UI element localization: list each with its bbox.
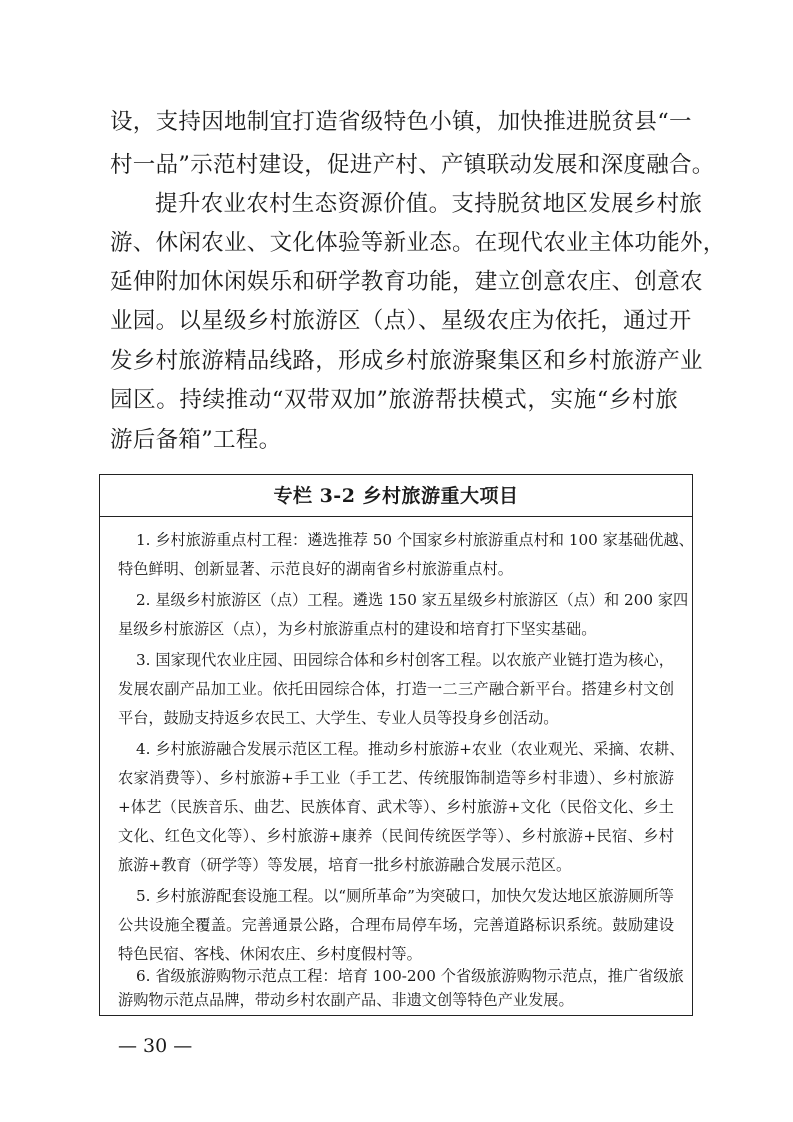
body-line: 发乡村旅游精品线路，形成乡村旅游聚集区和乡村旅游产业 (110, 348, 703, 374)
box-line: 农家消费等）、乡村旅游+手工业（手工艺、传统服饰制造等乡村非遗）、乡村旅游 (118, 769, 674, 787)
box-line: 旅游+教育（研学等）等发展，培育一批乡村旅游融合发展示范区。 (118, 856, 572, 874)
box-line: 2. 星级乡村旅游区（点）工程。遴选 150 家五星级乡村旅游区（点）和 200 家四 (136, 591, 689, 609)
box-title: 专栏 3-2 乡村旅游重大项目 (100, 475, 692, 517)
box-line: 4. 乡村旅游融合发展示范区工程。推动乡村旅游+农业（农业观光、采摘、农耕、 (136, 740, 685, 758)
box-line: 公共设施全覆盖。完善通景公路，合理布局停车场，完善道路标识系统。鼓励建设 (118, 916, 674, 934)
box-line: 6. 省级旅游购物示范点工程：培育 100-200 个省级旅游购物示范点，推广省级旅 (136, 967, 684, 985)
box-line: 游购物示范点品牌，带动乡村农副产品、非遗文创等特色产业发展。 (118, 991, 574, 1009)
box-line: +体艺（民族音乐、曲艺、民族体育、武术等）、乡村旅游+文化（民俗文化、乡土 (118, 798, 674, 816)
box-line: 发展农副产品加工业。依托田园综合体，打造一二三产融合新平台。搭建乡村文创 (118, 680, 674, 698)
body-line: 游、休闲农业、文化体验等新业态。在现代农业主体功能外， (110, 230, 726, 256)
box-line: 5. 乡村旅游配套设施工程。以“厕所革命”为突破口，加快欠发达地区旅游厕所等 (136, 887, 674, 905)
body-line: 设，支持因地制宜打造省级特色小镇，加快推进脱贫县“一 (110, 109, 692, 135)
box-line: 特色民宿、客栈、休闲农庄、乡村度假村等。 (118, 945, 422, 963)
box-line: 特色鲜明、创新显著、示范良好的湖南省乡村旅游重点村。 (118, 560, 513, 578)
body-line: 村一品”示范村建设，促进产村、产镇联动发展和深度融合。 (110, 152, 715, 178)
box-line: 文化、红色文化等）、乡村旅游+康养（民间传统医学等）、乡村旅游+民宿、乡村 (118, 827, 674, 845)
body-line: 游后备箱”工程。 (110, 427, 282, 453)
box-line: 星级乡村旅游区（点），为乡村旅游重点村的建设和培育打下坚实基础。 (118, 620, 597, 638)
box-line: 3. 国家现代农业庄园、田园综合体和乡村创客工程。以农旅产业链打造为核心， (136, 651, 674, 669)
box-line: 1. 乡村旅游重点村工程：遴选推荐 50 个国家乡村旅游重点村和 100 家基础优越、 (136, 531, 694, 549)
body-line: 业园。以星级乡村旅游区（点）、星级农庄为依托，通过开 (110, 308, 692, 334)
page-number: — 30 — (118, 1035, 193, 1057)
body-line: 园区。持续推动“双带双加”旅游帮扶模式，实施“乡村旅 (110, 387, 678, 413)
special-column-box (99, 474, 693, 1016)
body-line: 提升农业农村生态资源价值。支持脱贫地区发展乡村旅 (155, 191, 703, 217)
body-line: 延伸附加休闲娱乐和研学教育功能，建立创意农庄、创意农 (110, 269, 703, 295)
box-line: 平台，鼓励支持返乡农民工、大学生、专业人员等投身乡创活动。 (118, 709, 559, 727)
